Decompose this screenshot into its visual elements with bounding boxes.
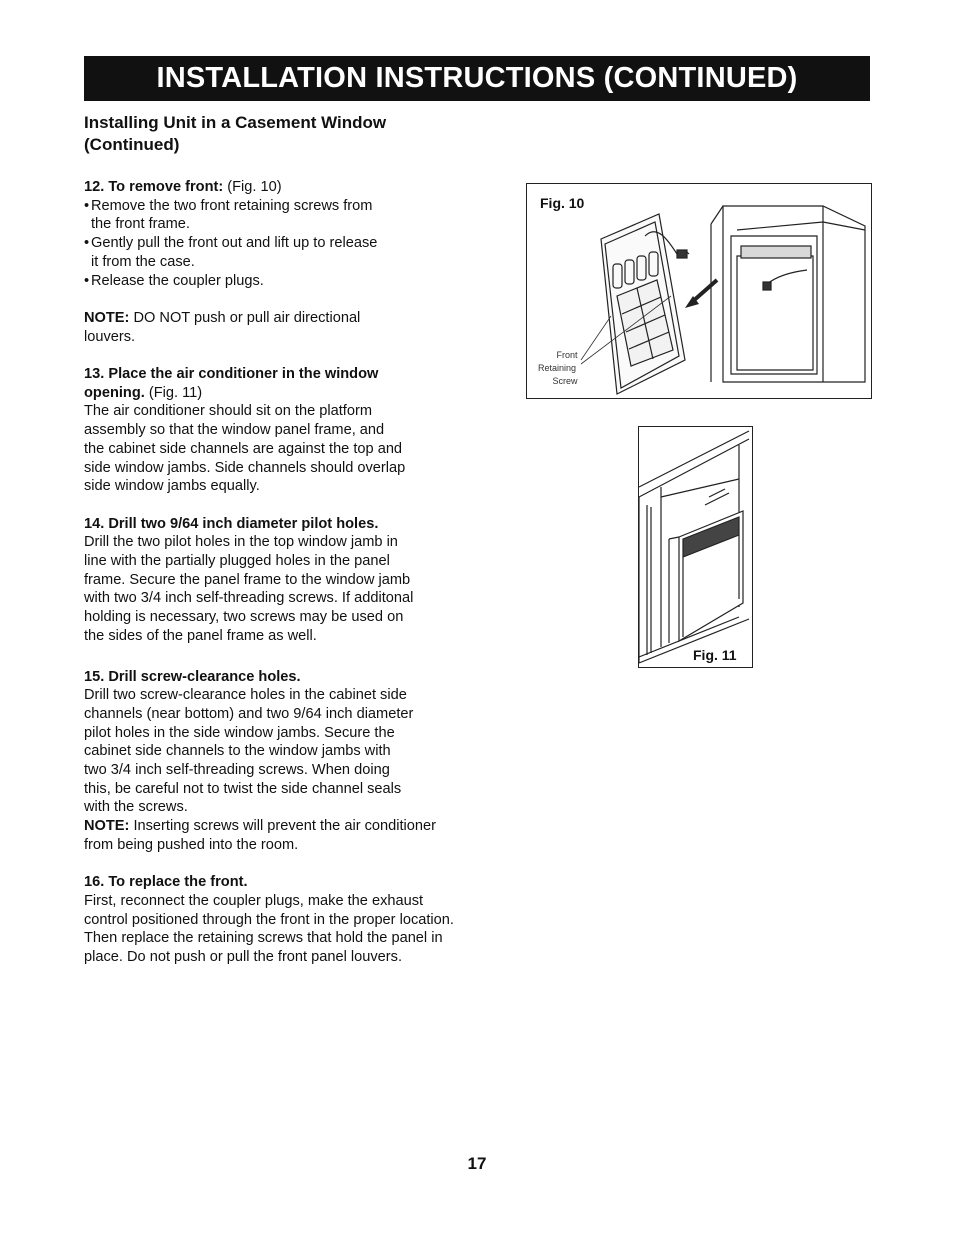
- callout-label: Screw: [552, 376, 578, 386]
- note: NOTE: DO NOT push or pull air directional: [84, 309, 361, 326]
- instruction-column: 12. To remove front: (Fig. 10) • Remove the two front retaining screws from the front frame. • Gently pull the front out and lift up to release it from the case. • Release the coupler plugs. NOTE: DO NOT push or pull air directional louvers. 13. Place the air conditioner in the window opening. (Fig. 11) The air conditioner should sit on the platform assembly so that the window panel frame, and the cabinet side channels are against the top and side window jambs. Side channels should overlap side window jambs equally. 14. Drill two 9/64 inch diameter pilot holes. Drill the two pilot holes in the top window jamb in line with the partially plugged holes in the panel frame. Secure the panel frame to the window jamb with two 3/4 inch self-threading screws. If additonal holding is necessary, two screws may be used on the sides of the panel frame as well. 15. Drill screw-clearance holes. Drill two screw-clearance holes in the cabinet side channels (near bottom) and two 9/64 inch diameter pilot holes in the side window jambs. Secure the cabinet side channels to the window jambs with two 3/4 inch self-threading screws. When doing this, be careful not to twist the side channel seals with the screws. NOTE: Inserting screws will prevent the air conditioner from being pushed into the room. 16. To replace the front. First, reconnect the coupler plugs, make the exhaust control positioned through the front in the proper location. Then replace the retaining screws that hold the panel in place. Do not push or pull the front panel louvers.: [84, 178, 484, 967]
- bullet-item: • Gently pull the front out and lift up to release: [84, 235, 378, 252]
- bullet-item: • Remove the two front retaining screws from: [84, 197, 373, 214]
- note: NOTE: Inserting screws will prevent the air conditioner: [84, 818, 437, 835]
- figure-10-illustration: [527, 184, 871, 398]
- page-number: 17: [467, 1154, 487, 1173]
- figure-10: [526, 183, 872, 399]
- section-title: Installing Unit in a Casement Window (Continued): [84, 113, 387, 154]
- figure-11-label: Fig. 11: [693, 647, 737, 663]
- step-14-heading: 14. Drill two 9/64 inch diameter pilot holes.: [84, 515, 379, 532]
- page-title: INSTALLATION INSTRUCTIONS (CONTINUED): [156, 62, 798, 94]
- bullet-item: • Release the coupler plugs.: [84, 272, 264, 289]
- callout-label: Retaining: [537, 363, 577, 373]
- callout-label: Front: [556, 350, 578, 360]
- step-16-heading: 16. To replace the front.: [84, 874, 248, 891]
- bullet-icon: •: [84, 197, 90, 214]
- figure-11: [638, 426, 753, 668]
- page-banner: [84, 56, 870, 101]
- step-15-heading: 15. Drill screw-clearance holes.: [84, 668, 301, 685]
- step-13-heading: 13. Place the air conditioner in the window: [84, 366, 379, 382]
- bullet-icon: •: [84, 272, 90, 289]
- bullet-icon: •: [84, 235, 90, 252]
- step-12-heading: 12. To remove front: (Fig. 10): [84, 179, 282, 195]
- figure-10-label: Fig. 10: [540, 195, 585, 211]
- figure-11-illustration: [639, 427, 752, 667]
